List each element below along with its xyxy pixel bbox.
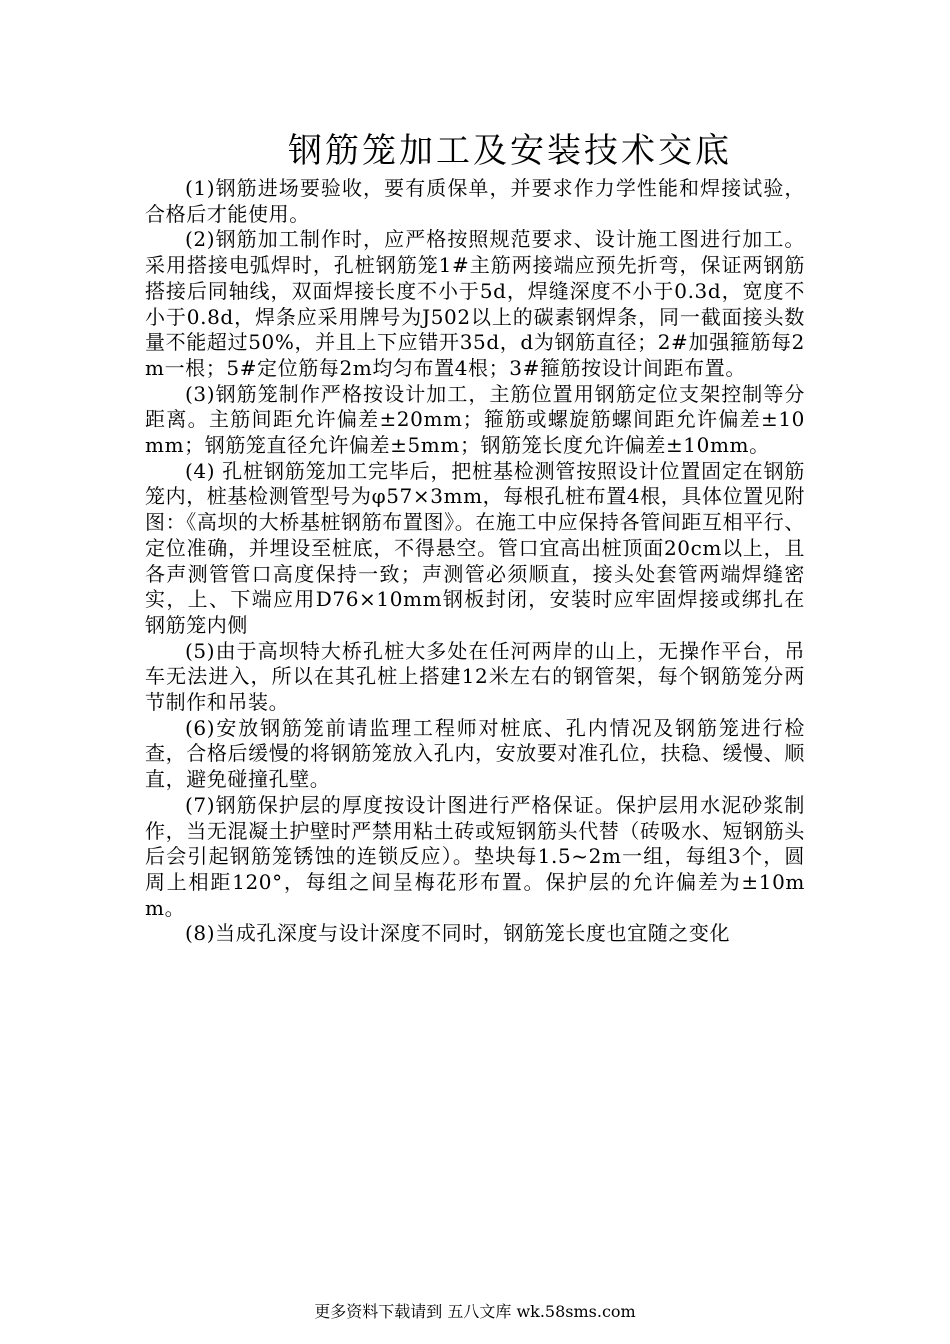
paragraph-4: (4) 孔桩钢筋笼加工完毕后，把桩基检测管按照设计位置固定在钢筋笼内，桩基检测管型号为φ57×3mm，每根孔桩布置4根，具体位置见附图：《高坝的大桥基桩钢筋布置图》。在施工中应保持各管间距互相平行、定位准确，并埋设至桩底，不得悬空。管口宜高出桩顶面20cm以上，且各声测管管口高度保持一致；声测管必须顺直，接头处套管两端焊缝密实，上、下端应用D76×10mm钢板封闭，安装时应牢固焊接或绑扎在钢筋笼内侧 <box>145 458 805 637</box>
paragraph-5: (5)由于高坝特大桥孔桩大多处在任河两岸的山上，无操作平台，吊车无法进入，所以在其孔桩上搭建12米左右的钢管架，每个钢筋笼分两节制作和吊装。 <box>145 638 805 715</box>
document-title: 钢筋笼加工及安装技术交底 <box>288 131 732 171</box>
paragraph-8: (8)当成孔深度与设计深度不同时，钢筋笼长度也宜随之变化 <box>185 921 731 946</box>
paragraph-6: (6)安放钢筋笼前请监理工程师对桩底、孔内情况及钢筋笼进行检查，合格后缓慢的将钢筋笼放入孔内，安放要对准孔位，扶稳、缓慢、顺直，避免碰撞孔壁。 <box>145 715 805 792</box>
footer-download-link[interactable]: 更多资料下载请到 五八文库 wk.58sms.com <box>314 1302 636 1321</box>
paragraph-7: (7)钢筋保护层的厚度按设计图进行严格保证。保护层用水泥砂浆制作，当无混凝土护壁时严禁用粘土砖或短钢筋头代替（砖吸水、短钢筋头后会引起钢筋笼锈蚀的连锁反应）。垫块每1.5~2m一组，每组3个，圆周上相距120°，每组之间呈梅花形布置。保护层的允许偏差为±10mm。 <box>145 792 805 920</box>
paragraph-1: (1)钢筋进场要验收，要有质保单，并要求作力学性能和焊接试验，合格后才能使用。 <box>145 176 805 226</box>
paragraph-3: (3)钢筋笼制作严格按设计加工，主筋位置用钢筋定位支架控制等分距离。主筋间距允许偏差±20mm；箍筋或螺旋筋螺间距允许偏差±10mm；钢筋笼直径允许偏差±5mm；钢筋笼长度允许偏差±10mm。 <box>145 381 805 458</box>
document-body <box>145 176 805 947</box>
paragraph-2: (2)钢筋加工制作时，应严格按照规范要求、设计施工图进行加工。采用搭接电弧焊时，孔桩钢筋笼1#主筋两接端应预先折弯，保证两钢筋搭接后同轴线，双面焊接长度不小于5d，焊缝深度不小于0.3d，宽度不小于0.8d，焊条应采用牌号为J502以上的碳素钢焊条，同一截面接头数量不能超过50%，并且上下应错开35d，d为钢筋直径；2#加强箍筋每2m一根；5#定位筋每2m均匀布置4根；3#箍筋按设计间距布置。 <box>145 227 805 380</box>
